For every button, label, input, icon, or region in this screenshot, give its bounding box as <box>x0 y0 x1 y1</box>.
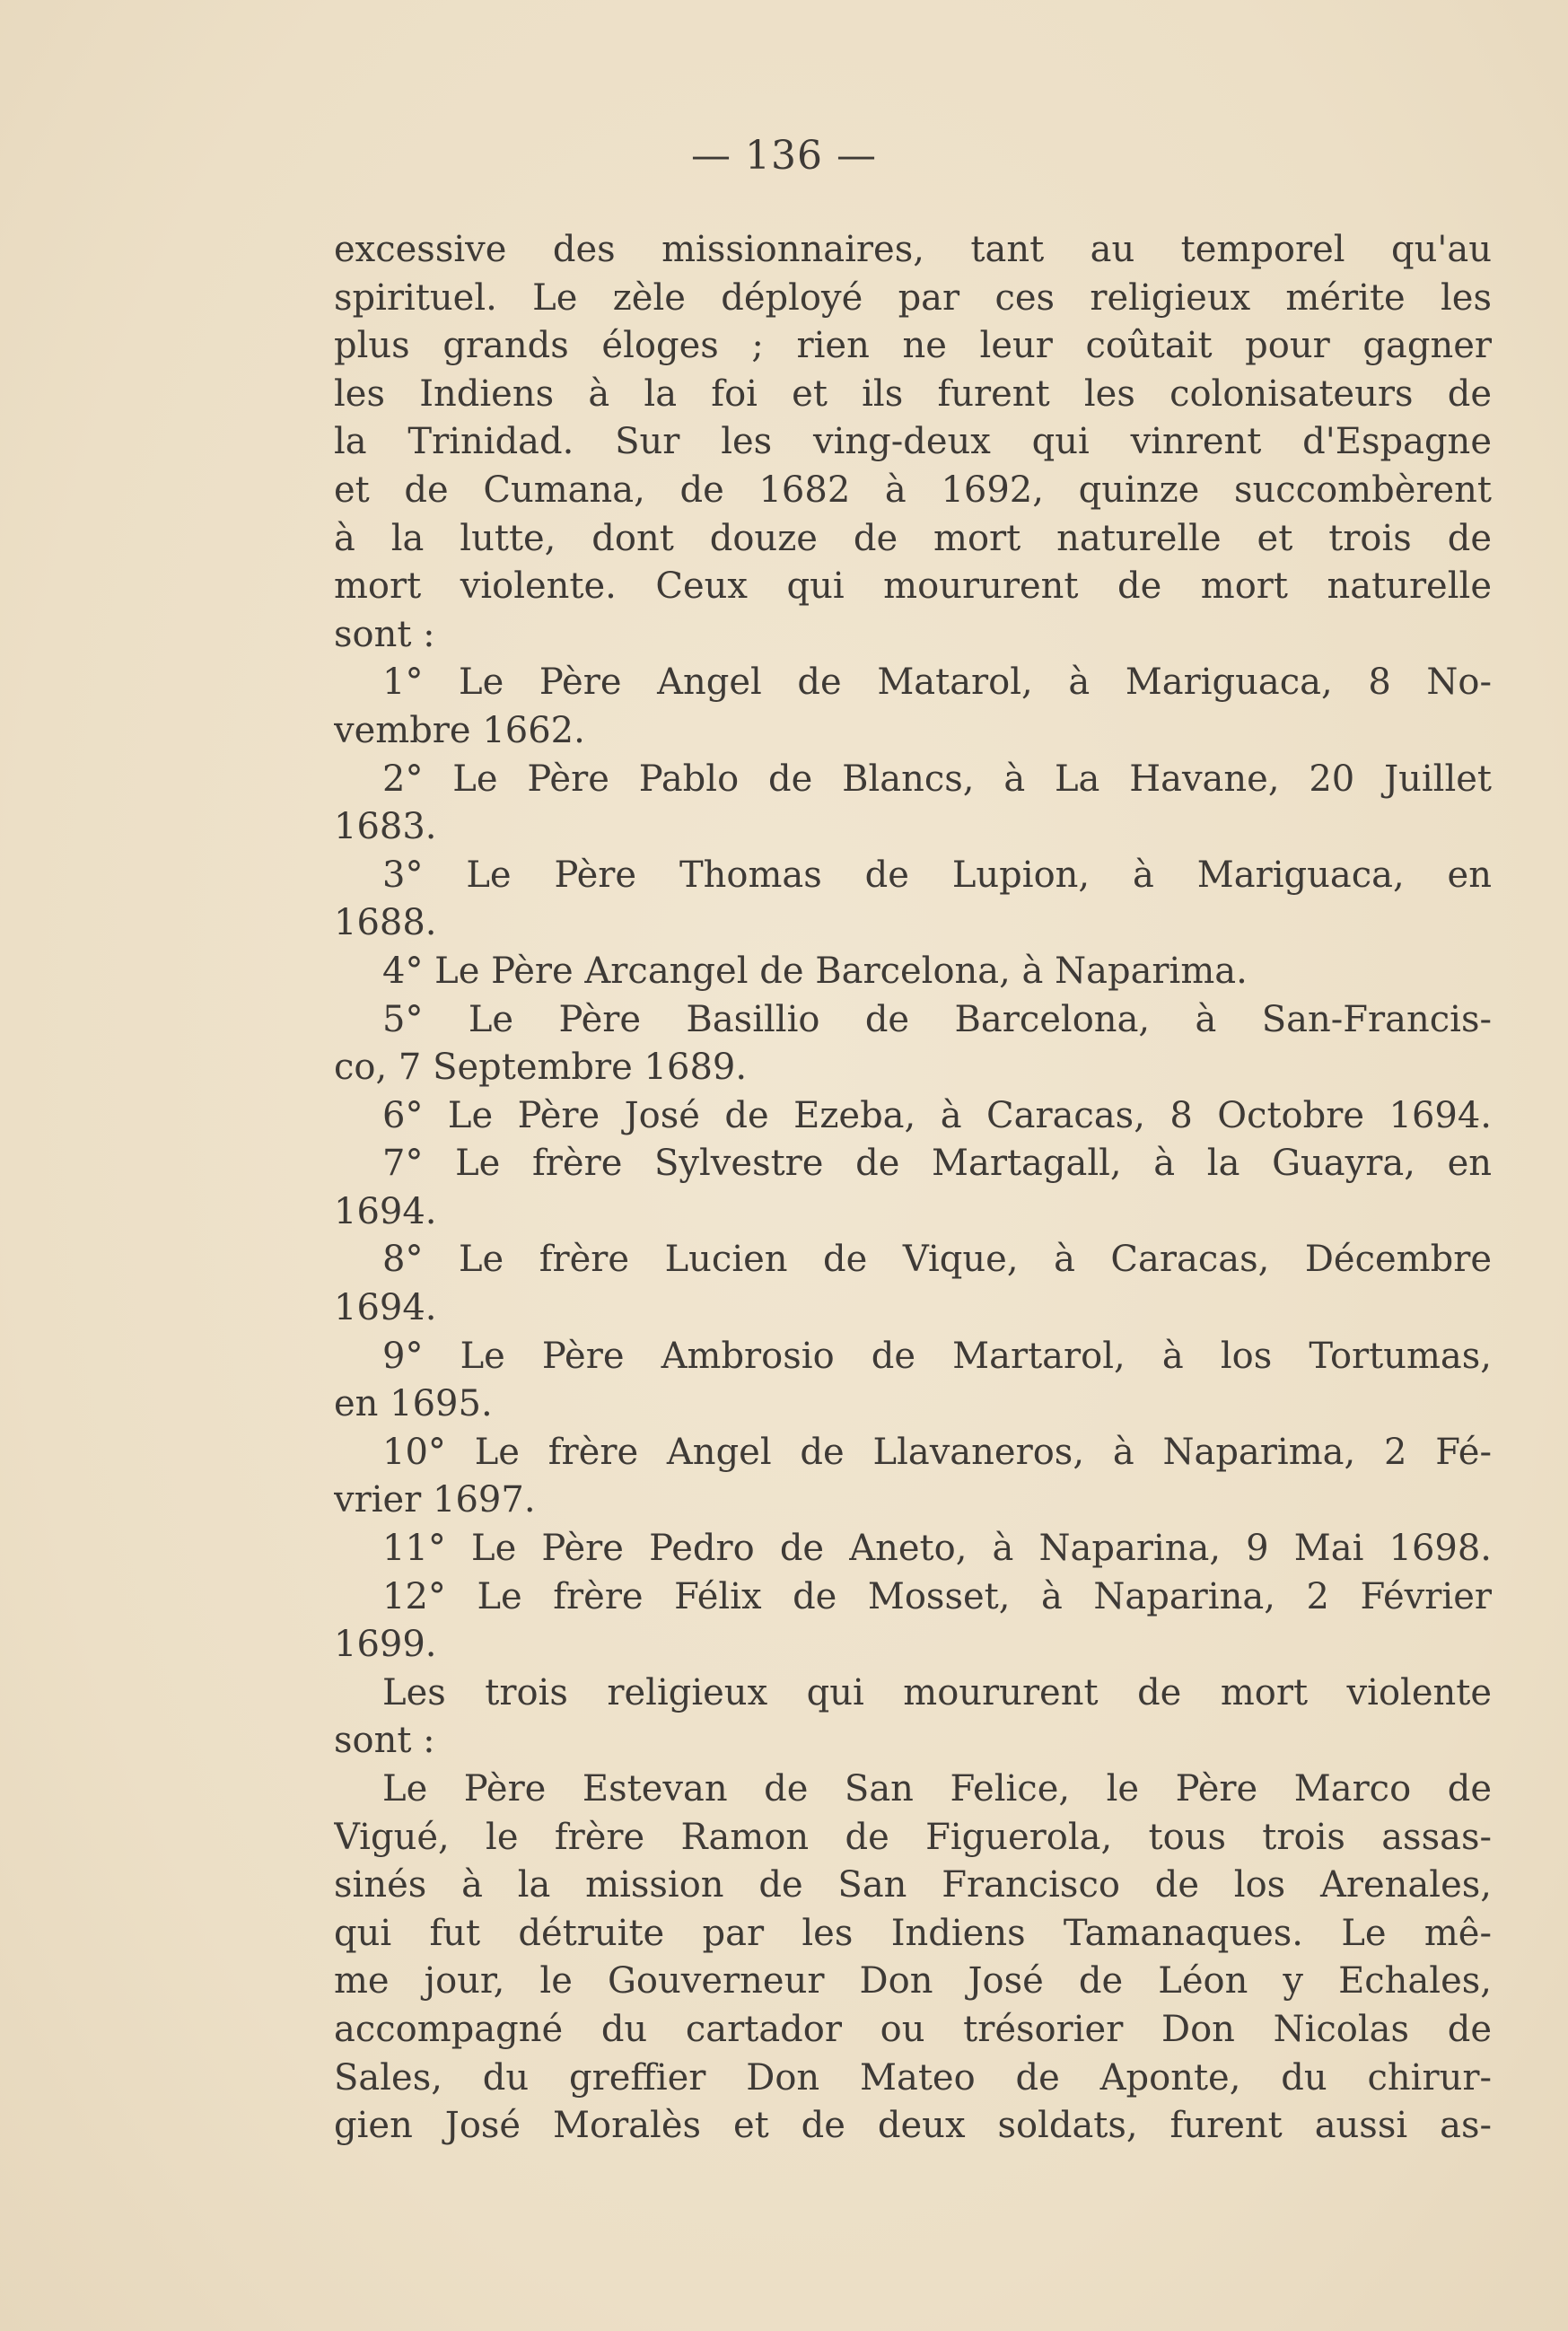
text-line: mort violente. Ceux qui moururent de mort naturelle <box>334 565 1492 608</box>
text-line: la Trinidad. Sur les ving-deux qui vinrent d'Espagne <box>334 421 1492 463</box>
text-line: spirituel. Le zèle déployé par ces religieux mérite les <box>334 276 1492 319</box>
text-line: Les trois religieux qui moururent de mort violente <box>382 1671 1492 1713</box>
text-line: vembre 1662. <box>334 709 585 751</box>
text-line: Sales, du greffier Don Mateo de Aponte, du chirur- <box>334 2056 1492 2099</box>
text-line: qui fut détruite par les Indiens Tamanaques. Le mê- <box>334 1912 1492 1954</box>
text-line: co, 7 Septembre 1689. <box>334 1047 748 1089</box>
text-line: 7° Le frère Sylvestre de Martagall, à la Guayra, en <box>382 1143 1492 1185</box>
text-line: accompagné du cartador ou trésorier Don Nicolas de <box>334 2008 1492 2050</box>
text-line: 1694. <box>334 1190 437 1232</box>
text-line: plus grands éloges ; rien ne leur coûtait pour gagner <box>334 325 1492 367</box>
text-line: 12° Le frère Félix de Mosset, à Naparina, 2 Février <box>382 1575 1492 1617</box>
text-line: excessive des missionnaires, tant au temporel qu'au <box>334 229 1492 270</box>
text-line: 6° Le Père José de Ezeba, à Caracas, 8 Octobre 1694. <box>382 1094 1492 1136</box>
text-line: 1683. <box>334 806 437 848</box>
body-text <box>334 226 1492 2151</box>
text-line: 4° Le Père Arcangel de Barcelona, à Naparima. <box>382 950 1248 992</box>
text-line: vrier 1697. <box>334 1479 536 1521</box>
page-number: — 136 — <box>691 133 877 179</box>
text-line: 10° Le frère Angel de Llavaneros, à Naparima, 2 Fé- <box>382 1431 1492 1473</box>
text-line: 8° Le frère Lucien de Vique, à Caracas, Décembre <box>382 1239 1492 1281</box>
text-line: 3° Le Père Thomas de Lupion, à Mariguaca, en <box>382 854 1492 896</box>
text-line: sinés à la mission de San Francisco de los Arenales, <box>334 1864 1492 1906</box>
text-line: Vigué, le frère Ramon de Figuerola, tous trois assas- <box>334 1816 1492 1858</box>
text-line: et de Cumana, de 1682 à 1692, quinze succombèrent <box>334 469 1492 511</box>
text-line: 11° Le Père Pedro de Aneto, à Naparina, 9 Mai 1698. <box>382 1528 1492 1570</box>
text-line: 5° Le Père Basillio de Barcelona, à San-Francis- <box>382 998 1492 1040</box>
text-line: 1699. <box>334 1624 437 1666</box>
text-line: sont : <box>334 613 435 655</box>
text-line: 1694. <box>334 1287 437 1329</box>
text-line: me jour, le Gouverneur Don José de Léon y Echales, <box>334 1960 1492 2002</box>
text-line: gien José Moralès et de deux soldats, furent aussi as- <box>334 2105 1492 2147</box>
text-line: les Indiens à la foi et ils furent les colonisateurs de <box>334 372 1492 415</box>
text-line: 1688. <box>334 902 437 944</box>
text-line: en 1695. <box>334 1383 493 1425</box>
text-line: 1° Le Père Angel de Matarol, à Mariguaca, 8 No- <box>382 662 1492 704</box>
text-line: 2° Le Père Pablo de Blancs, à La Havane, 20 Juillet <box>382 758 1492 800</box>
text-line: à la lutte, dont douze de mort naturelle et trois de <box>334 517 1492 559</box>
text-line: Le Père Estevan de San Felice, le Père Marco de <box>382 1768 1492 1810</box>
text-line: 9° Le Père Ambrosio de Martarol, à los Tortumas, <box>382 1335 1492 1377</box>
text-line: sont : <box>334 1720 435 1762</box>
